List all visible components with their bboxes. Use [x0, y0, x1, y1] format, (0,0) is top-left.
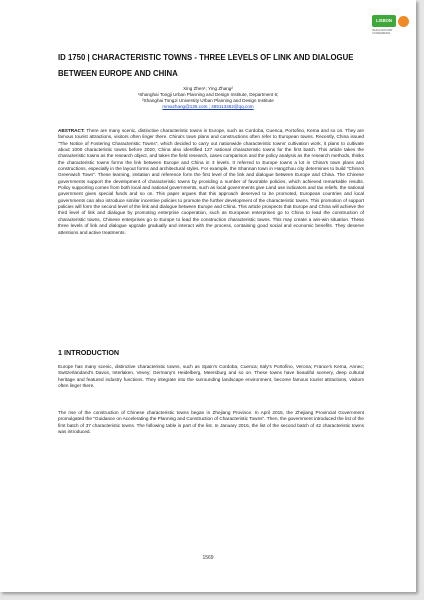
- author-names: Xing Zhen¹; Ying Zhang²: [183, 86, 233, 91]
- section-heading-introduction: 1 INTRODUCTION: [58, 348, 120, 357]
- affiliation-1: ¹Shanghai Tongji Urban Planning and Design Institute, Department 6;: [137, 92, 279, 97]
- email-links[interactable]: mmazhang@126.com ; 495113462@qq.com: [162, 104, 254, 109]
- logo-caption: ISUFH-ISOCARP CONFERENCE: [372, 29, 393, 35]
- abstract: [58, 128, 364, 236]
- page-number: 1569: [202, 555, 214, 561]
- paper-title: ID 1750 | CHARACTERISTIC TOWNS - THREE LEVELS OF LINK AND DIALOGUE BETWEEN EUROPE AND CHINA: [58, 53, 354, 78]
- abstract-text: There are many scenic, distinctive characteristic towns in Europe, such as Cordoba, Cuenca, Portofino, Kema and so on. They are famous tourist attractions, visitors often linger there. China's town plans and constructions often refer to European towns. Recently, China issued "The Notice of Fostering Characteristic Towns", which decided to carry out nationwide characteristic towns' cultivation work, it plans to cultivate about 1000 characteristic towns before 2020, China also identified 127 national characteristic towns for the first batch. This article takes the characteristic towns as the research object, and takes the field research, cases comparison and the policy analysis as the research methods, thinks the characteristic towns forms the link between Europe and China in 3 levels. It referred to Europe towns a lot in China's town plans and constructions, especially in the layout forms and architectural styles. For example, the Shannan town in Hangzhou city determines to build "China's Greenwich Town". These learning, imitation and reference form the first level of the link and dialogue between Europe and China. The Chinese governments support the development of characteristic towns by providing a number of favorable policies, which achieved remarkable results. Policy supporting comes from both local and national governments, such as local governments give Land use indicators and tax reliefs, the national government gives special funds and so on. This paper argues that this approach deserved to be promoted, European countries and local governments can also introduce similar incentive policies to promote the further development of the characteristic towns. This promotion of support policies will form the second level of the link and dialogue between Europe and China. This article prospects that Europe and China will achieve the third level of link and dialogue by promoting enterprise cooperation, such as European enterprises go to China to lead the construction of characteristic towns, Chinese enterprises go to Europe to lead the construction characteristic towns. This may create a win-win situation. These three levels of link and dialogue upgrade gradually and interact with the process, containing good social and economic benefits. They deserve attentions and active treatments.: [58, 128, 364, 235]
- intro-paragraph-2: The rise of the construction of Chinese characteristic towns began in Zhejiang Province. In April 2015, the Zhejiang Provincial Government promulgated the "Guidance on Accelerating the Planning and Construction of Characteristic Towns". Then, the government introduced the list of the first batch of 37 characteristic towns. The following table is part of the list. In January 2016, the list of the second batch of 42 characteristic towns was introduced.: [58, 410, 364, 435]
- author-emails[interactable]: [0, 104, 416, 110]
- logo-circle-icon: [398, 16, 409, 27]
- conference-logo: [372, 14, 412, 36]
- intro-paragraph-1: Europe has many scenic, distinctive characteristic towns, such as Spain's Cordoba, Cuenca; Italy's Portofino, Verona; France's Kema, Annec; Switzerlandand's Davos, Interlaken, Vevey; Germany's Heidelberg, Meersburg and so on. These towns have beautiful scenery, deep cultural heritage and featured industry functions. They integrate into the surrounding landscape environment, become famous tourist attractions, visitors often linger there.: [58, 364, 364, 389]
- affiliation-2: ²Shanghai TongJi University Urban Planning and Design Institute: [142, 98, 274, 103]
- abstract-label: ABSTRACT:: [58, 128, 85, 133]
- logo-mark: LISBON: [372, 15, 396, 27]
